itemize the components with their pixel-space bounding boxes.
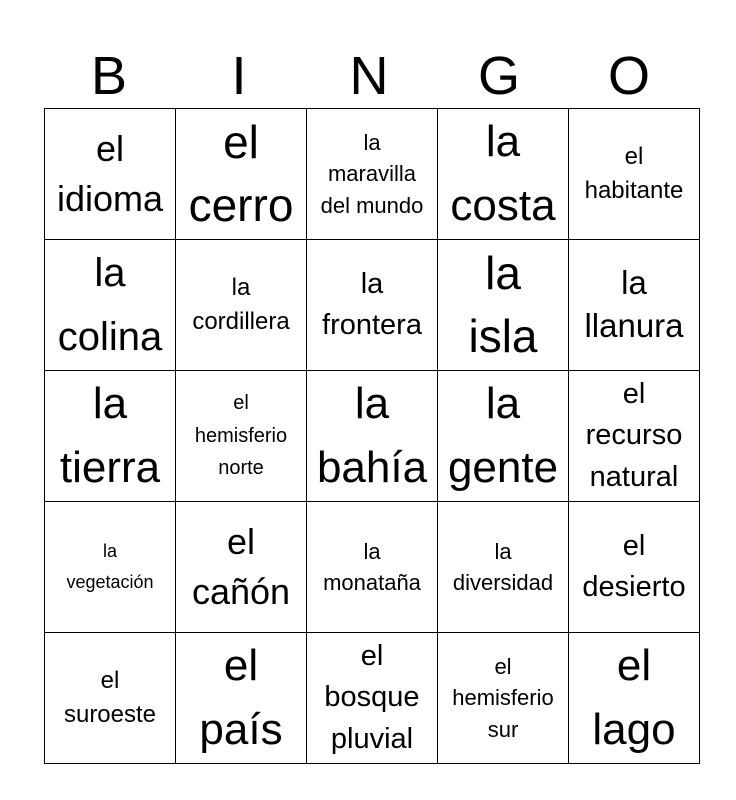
cell-text: la cordillera xyxy=(192,274,290,335)
bingo-cell[interactable] xyxy=(307,633,438,764)
cell-text: la gente xyxy=(447,379,559,492)
cell-text: el país xyxy=(199,641,283,754)
cell-text: la tierra xyxy=(59,379,161,492)
cell-text: la diversidad xyxy=(452,538,554,595)
cell-text: la vegetación xyxy=(66,540,154,592)
cell-text: la bahía xyxy=(316,379,428,492)
header-letter-g: G xyxy=(477,46,520,106)
bingo-cell[interactable] xyxy=(176,109,307,240)
bingo-cell[interactable] xyxy=(45,109,176,240)
cell-text: el hemisferio sur xyxy=(452,654,554,742)
cell-text: la llanura xyxy=(584,264,684,344)
header-letter-o: O xyxy=(607,46,650,106)
bingo-cell[interactable] xyxy=(438,633,569,764)
cell-text: la costa xyxy=(450,117,556,230)
cell-text: el hemisferio norte xyxy=(194,392,288,480)
cell-text: la frontera xyxy=(322,267,422,341)
bingo-cell[interactable] xyxy=(176,240,307,371)
cell-text: el lago xyxy=(592,641,676,754)
cell-text: el habitante xyxy=(584,143,684,204)
cell-text: el cañón xyxy=(191,521,291,612)
bingo-cell[interactable] xyxy=(176,371,307,502)
bingo-header xyxy=(44,44,694,108)
cell-text: el bosque pluvial xyxy=(324,640,420,755)
board-row xyxy=(45,109,700,240)
bingo-board xyxy=(44,108,700,764)
bingo-cell[interactable] xyxy=(569,371,700,502)
board-row xyxy=(45,502,700,633)
bingo-cell[interactable] xyxy=(438,371,569,502)
header-letter-n: N xyxy=(349,46,389,106)
bingo-cell[interactable] xyxy=(569,502,700,633)
cell-text: la maravilla del mundo xyxy=(320,130,424,218)
board-row xyxy=(45,633,700,764)
header-letter-i: I xyxy=(231,46,247,106)
bingo-cell[interactable] xyxy=(438,240,569,371)
bingo-cell[interactable] xyxy=(438,109,569,240)
cell-text: la colina xyxy=(57,251,163,359)
bingo-cell[interactable] xyxy=(307,371,438,502)
header-letter-b: B xyxy=(90,46,128,106)
bingo-cell[interactable] xyxy=(176,633,307,764)
cell-text: el recurso natural xyxy=(585,378,683,493)
cell-text: el suroeste xyxy=(63,667,157,728)
bingo-cell[interactable] xyxy=(307,502,438,633)
bingo-cell[interactable] xyxy=(45,240,176,371)
bingo-cell[interactable] xyxy=(45,502,176,633)
bingo-cell[interactable] xyxy=(45,371,176,502)
bingo-cell[interactable] xyxy=(307,109,438,240)
cell-text: la isla xyxy=(468,246,538,362)
board-row xyxy=(45,371,700,502)
bingo-cell[interactable] xyxy=(176,502,307,633)
bingo-cell[interactable] xyxy=(307,240,438,371)
bingo-cell[interactable] xyxy=(569,109,700,240)
bingo-cell[interactable] xyxy=(438,502,569,633)
bingo-cell[interactable] xyxy=(569,633,700,764)
cell-text: la monataña xyxy=(323,538,421,595)
cell-text: el idioma xyxy=(56,128,164,219)
cell-text: el cerro xyxy=(188,115,294,231)
cell-text: el desierto xyxy=(582,529,686,603)
bingo-cell[interactable] xyxy=(569,240,700,371)
board-row xyxy=(45,240,700,371)
bingo-cell[interactable] xyxy=(45,633,176,764)
